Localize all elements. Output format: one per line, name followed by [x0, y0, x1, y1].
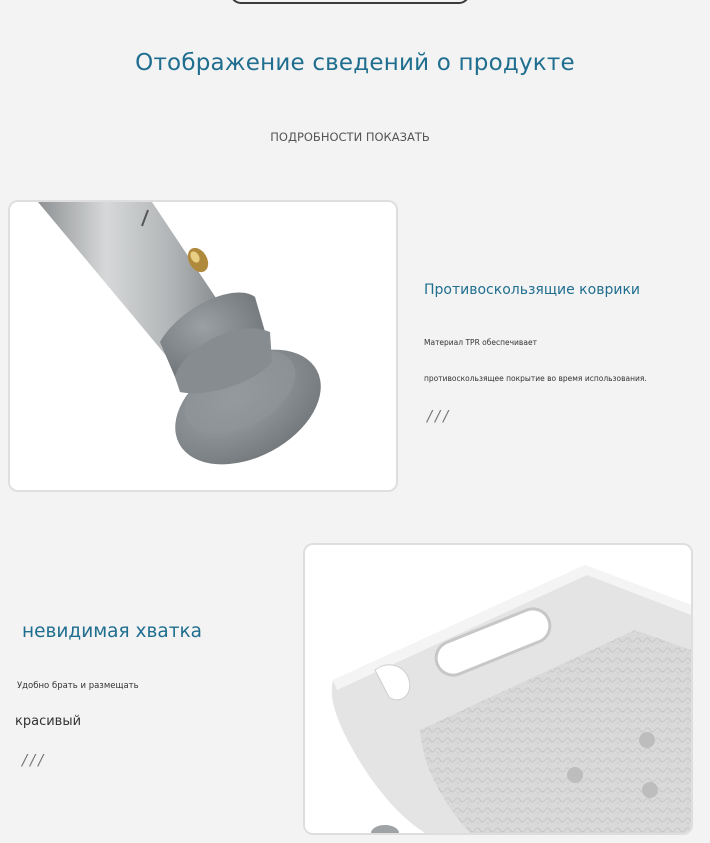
- feature-text-line: красивый: [15, 714, 82, 729]
- page-title: Отображение сведений о продукте: [135, 50, 575, 76]
- decorative-slashes: ///: [427, 407, 452, 425]
- feature-text-line: Удобно брать и размещать: [17, 681, 139, 691]
- feature-title-invisible-grip: невидимая хватка: [22, 621, 202, 642]
- seat-grip-image: [305, 545, 691, 833]
- top-pill-outline: [230, 0, 470, 4]
- page-subtitle: ПОДРОБНОСТИ ПОКАЗАТЬ: [270, 130, 430, 144]
- feature-title-anti-slip: Противоскользящие коврики: [424, 282, 640, 298]
- feature-text-line: противоскользящее покрытие во время использования.: [424, 374, 647, 383]
- anti-slip-foot-image: [10, 202, 396, 490]
- feature-text-line: Материал TPR обеспечивает: [424, 338, 537, 347]
- decorative-slashes: ///: [22, 751, 47, 769]
